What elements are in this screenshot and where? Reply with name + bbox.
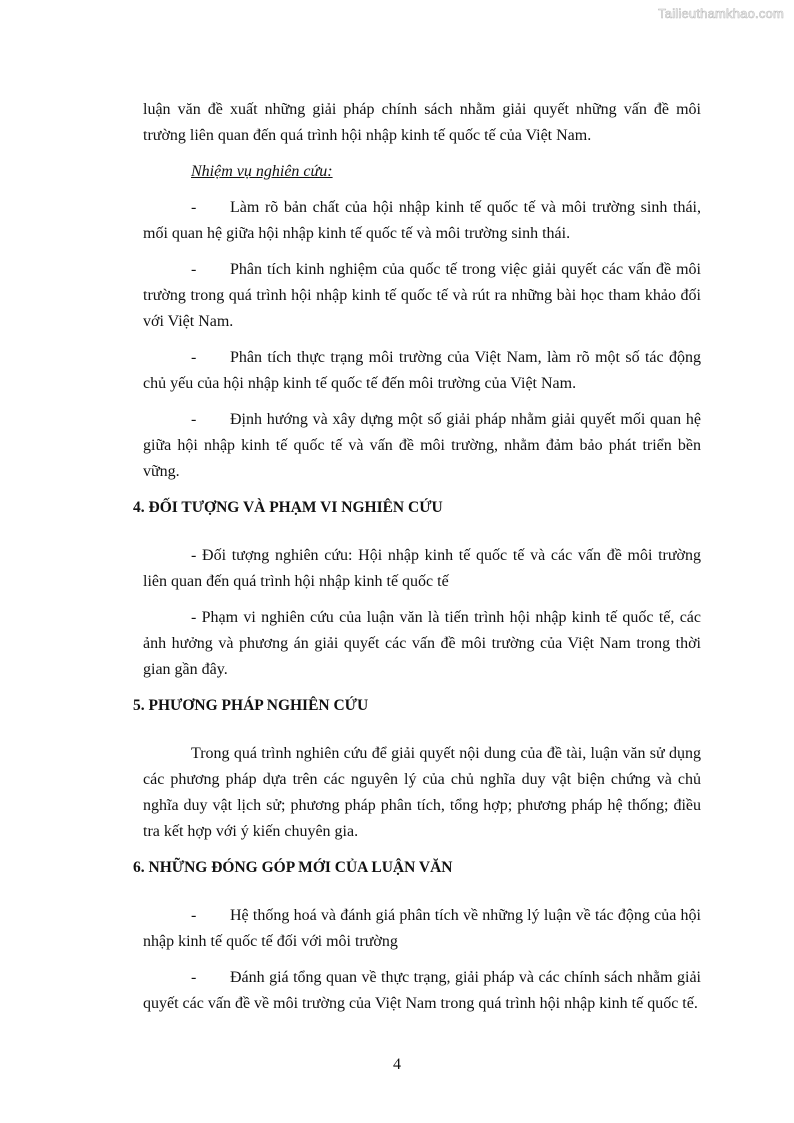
bullet-dash: - xyxy=(191,969,197,986)
contribution-item xyxy=(143,965,701,1017)
task-item-text: Phân tích kinh nghiệm của quốc tế trong việc giải quyết các vấn đề môi trường trong quá trình hội nhập kinh tế quốc tế và rút ra những bài học tham khảo đối với Việt Nam. xyxy=(143,261,701,330)
task-item-text: Làm rõ bản chất của hội nhập kinh tế quốc tế và môi trường sinh thái, mối quan hệ giữa hội nhập kinh tế quốc tế và môi trường sinh thái. xyxy=(143,199,701,242)
tasks-heading: Nhiệm vụ nghiên cứu: xyxy=(191,163,333,180)
bullet-dash: - xyxy=(191,411,197,428)
task-item xyxy=(143,407,701,485)
bullet-dash: - xyxy=(191,199,197,216)
contribution-item-text: Đánh giá tổng quan về thực trạng, giải pháp và các chính sách nhằm giải quyết các vấn đề về môi trường của Việt Nam trong quá trình hội nhập kinh tế quốc tế. xyxy=(143,969,701,1012)
section-5-heading: 5. PHƯƠNG PHÁP NGHIÊN CỨU xyxy=(133,697,369,714)
document-body xyxy=(133,97,701,1027)
task-item xyxy=(143,257,701,335)
task-item-text: Phân tích thực trạng môi trường của Việt Nam, làm rõ một số tác động chủ yếu của hội nhập kinh tế quốc tế đến môi trường của Việt Nam. xyxy=(143,349,701,392)
task-item-text: Định hướng và xây dựng một số giải pháp nhằm giải quyết mối quan hệ giữa hội nhập kinh tế quốc tế và vấn đề môi trường, nhằm đảm bảo phát triển bền vững. xyxy=(143,411,701,480)
contribution-item xyxy=(143,903,701,955)
intro-continuation: luận văn đề xuất những giải pháp chính sách nhằm giải quyết những vấn đề môi trường liên quan đến quá trình hội nhập kinh tế quốc tế của Việt Nam. xyxy=(143,101,701,144)
task-item xyxy=(143,345,701,397)
watermark: Tailieuthamkhao.com xyxy=(658,6,784,21)
bullet-dash: - xyxy=(191,907,197,924)
bullet-dash: - xyxy=(191,349,197,366)
section-6-heading: 6. NHỮNG ĐÓNG GÓP MỚI CỦA LUẬN VĂN xyxy=(133,859,453,876)
bullet-dash: - xyxy=(191,261,197,278)
task-item xyxy=(143,195,701,247)
section-5-paragraph: Trong quá trình nghiên cứu để giải quyết nội dung của đề tài, luận văn sử dụng các phương pháp dựa trên các nguyên lý của chủ nghĩa duy vật biện chứng và chủ nghĩa duy vật lịch sử; phương pháp phân tích, tổng hợp; phương pháp hệ thống; điều tra kết hợp với ý kiến chuyên gia. xyxy=(143,745,701,840)
section-4-object: - Đối tượng nghiên cứu: Hội nhập kinh tế quốc tế và các vấn đề môi trường liên quan đến quá trình hội nhập kinh tế quốc tế xyxy=(143,547,701,590)
contribution-item-text: Hệ thống hoá và đánh giá phân tích về những lý luận về tác động của hội nhập kinh tế quốc tế đối với môi trường xyxy=(143,907,701,950)
section-4-heading: 4. ĐỐI TƯỢNG VÀ PHẠM VI NGHIÊN CỨU xyxy=(133,499,443,516)
page-number: 4 xyxy=(393,1056,401,1073)
section-4-scope: - Phạm vi nghiên cứu của luận văn là tiến trình hội nhập kinh tế quốc tế, các ảnh hưởng và phương án giải quyết các vấn đề môi trường của Việt Nam trong thời gian gần đây. xyxy=(143,609,701,678)
